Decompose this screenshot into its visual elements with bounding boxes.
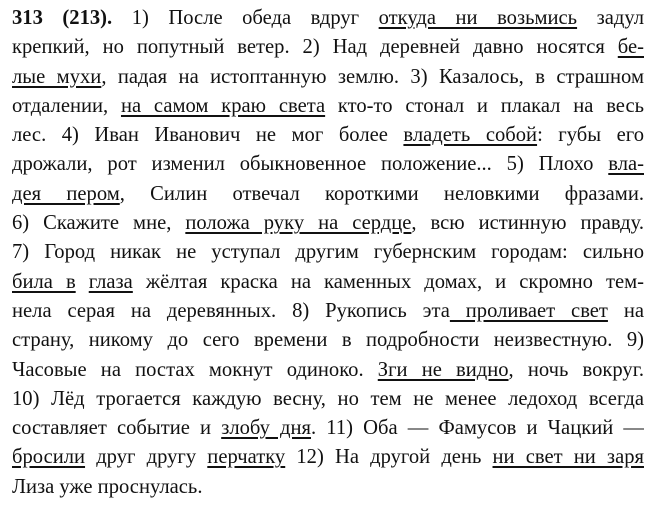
underlined-phrase: бе- (617, 36, 644, 59)
text-segment: Часовые на постах мокнут одиноко. (12, 358, 378, 381)
underlined-phrase: глаза (88, 270, 133, 293)
exercise-number: 313 (213). (12, 7, 113, 29)
text-segment: нела серая на деревянных. 8) Рукопись эта (12, 299, 450, 322)
underlined-phrase: владеть собой (403, 124, 538, 147)
text-segment: отдалении, (12, 94, 121, 117)
underlined-phrase: лые мухи (12, 65, 102, 88)
underlined-phrase: на самом краю света (120, 94, 326, 117)
text-line (12, 385, 644, 414)
text-segment (76, 271, 89, 293)
text-segment: , всю истинную правду. (411, 212, 644, 235)
text-line (12, 209, 644, 238)
text-segment: дрожали, рот изменил обыкновенное положение... 5) Плохо (12, 153, 609, 176)
underlined-phrase: злобу дня (221, 417, 311, 440)
text-segment: крепкий, но попутный ветер. 2) Над деревней давно носятся (12, 36, 618, 59)
text-segment: . 11) Оба — Фамусов и Чацкий — (311, 417, 644, 440)
text-line (12, 414, 644, 443)
text-segment: кто-то стонал и плакал на весь (325, 94, 644, 117)
text-line (12, 150, 644, 179)
text-segment: друг другу (85, 446, 208, 469)
underlined-phrase: вла- (608, 153, 644, 176)
text-segment: 6) Скажите мне, (12, 212, 186, 235)
text-line (12, 238, 644, 267)
text-line (12, 326, 644, 355)
text-line (12, 33, 644, 62)
text-line (12, 443, 644, 472)
text-segment: страну, никому до сего времени в подробности неизвестную. 9) (12, 329, 644, 352)
text-segment: , ночь вокруг. (508, 358, 644, 381)
text-line (12, 121, 644, 150)
text-line (12, 473, 644, 502)
text-segment: 10) Лёд трогается каждую весну, но тем не менее ледоход всегда (12, 387, 644, 410)
underlined-phrase: ни свет ни заря (492, 446, 644, 469)
text-line (12, 268, 644, 297)
text-segment: Лиза уже проснулась. (12, 475, 203, 498)
underlined-phrase: Зги не видно (377, 358, 509, 381)
underlined-phrase: откуда ни возьмись (378, 7, 578, 29)
text-line (12, 356, 644, 385)
text-segment: на (607, 299, 644, 322)
text-line (12, 4, 644, 33)
text-line (12, 92, 644, 121)
text-segment: 12) На другой день (285, 446, 493, 469)
text-segment: 7) Город никак не уступал другим губернским городам: сильно (12, 241, 644, 264)
text-segment: составляет событие и (12, 417, 222, 440)
text-segment: , падая на истоптанную землю. 3) Казалось, в страшном (101, 65, 644, 88)
text-segment: 1) После обеда вдруг (131, 7, 379, 29)
text-segment: , Силин отвечал короткими неловкими фразами. (119, 182, 644, 205)
underlined-phrase: дея пером (12, 182, 120, 205)
underlined-phrase: положа руку на сердце (185, 212, 412, 235)
underlined-phrase: бросили (12, 446, 86, 469)
text-line (12, 297, 644, 326)
text-segment: жёлтая краска на каменных домах, и скромно тем- (132, 270, 644, 293)
text-line (12, 180, 644, 209)
text-segment: : губы его (537, 124, 644, 147)
text-segment: задул (577, 7, 644, 29)
text-segment: лес. 4) Иван Иванович не мог более (12, 124, 404, 147)
text-line (12, 63, 644, 92)
underlined-phrase: проливает свет (449, 299, 608, 322)
underlined-phrase: била в (12, 270, 76, 293)
underlined-phrase: перчатку (207, 446, 286, 469)
